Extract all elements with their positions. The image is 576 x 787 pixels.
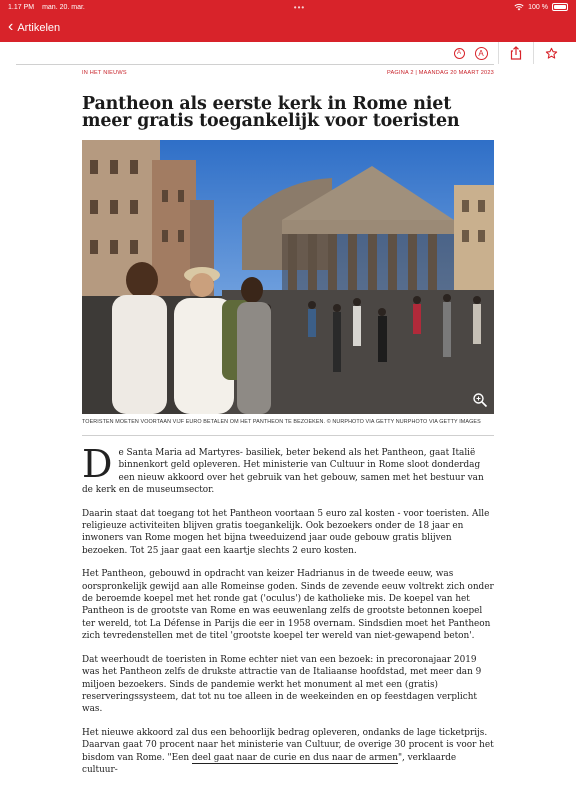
article-photo[interactable]	[82, 140, 494, 414]
top-bar	[0, 0, 576, 42]
paragraph-2: Daarin staat dat toegang tot het Pantheon voortaan 5 euro zal kosten - voor toeristen. Alle religieuze activiteiten blijven gratis toegankelijk. Ook bezoekers onder de 18 jaar en inwoners van Rome mogen het bijna tweeduizend jaar oude gebouw gratis blijven bezoeken. Tot 25 jaar gaat een kaartje slechts 2 euro kosten.	[82, 508, 490, 556]
toolbar-divider	[498, 42, 499, 64]
battery-icon	[552, 3, 568, 11]
article-page	[82, 64, 494, 787]
article-toolbar	[0, 42, 576, 64]
paragraph-4: Dat weerhoudt de toeristen in Rome echter niet van een bezoek: in precoronajaar 2019 was het Pantheon zelfs de drukste attractie van de Italiaanse hoofdstad, met meer dan 9 miljoen bezoekers. Sinds de pandemie werkt het monument al met een (gratis) reserveringssysteem, dat tot nu toe alleen in de weekeinden en op feestdagen verplicht was.	[82, 654, 482, 715]
status-bar	[0, 0, 576, 14]
status-left	[8, 4, 85, 11]
toolbar-divider-2	[533, 42, 534, 64]
font-larger-button[interactable]	[470, 42, 492, 64]
share-icon	[510, 46, 522, 60]
multitask-dots[interactable]: •••	[293, 2, 306, 12]
top-rule	[16, 64, 494, 65]
paragraph-5-a: Het nieuwe akkoord zal dus een behoorlijk bedrag opleveren, ondanks de lage ticketprijs. Daarvan gaat 70 procent naar het ministerie van Cultuur, de overige 30 procent is voor het bisdom van Rome. "Een	[82, 727, 494, 763]
status-time: 1.17 PM	[8, 3, 35, 11]
favorite-button[interactable]	[540, 42, 562, 64]
drop-cap: D	[82, 442, 113, 486]
font-size-small-icon: A	[454, 48, 465, 59]
caption-rule	[82, 435, 494, 436]
nav-bar	[0, 14, 576, 42]
share-button[interactable]	[505, 42, 527, 64]
star-icon	[545, 47, 558, 60]
paragraph-1	[82, 442, 494, 497]
back-label: Artikelen	[17, 22, 61, 34]
battery-percent: 100 %	[528, 3, 548, 11]
article-meta	[82, 70, 494, 76]
paragraph-3: Het Pantheon, gebouwd in opdracht van keizer Hadrianus in de tweede eeuw, was oorspronkelijk gewijd aan alle Romeinse goden. Sinds de zevende eeuw voltrekt zich onder de beroemde koepel met het ronde gat ('oculus') de katholieke mis. De koepel van het Pantheon is de grootste van Rome en was eeuwenlang zelfs de grootste betonnen koepel ter wereld, tot La Défense in Parijs die eer in 1958 overnam. Sindsdien moet het Pantheon zich tevredenstellen met de titel 'grootste koepel ter wereld van niet-gewapend beton'.	[82, 569, 494, 642]
page-info: PAGINA 2 | MAANDAG 20 MAART 2023	[386, 70, 494, 76]
paragraph-5	[82, 727, 494, 777]
font-smaller-button[interactable]	[448, 42, 470, 64]
paragraph-1-text: e Santa Maria ad Martyres- basiliek, beter bekend als het Pantheon, gaat Italië binnenkort geld opleveren. Het ministerie van Cultuur in Rome sloot donderdag een nieuw akkoord over het gebruik van het gebouw, samen met het bestuur van de kerk en de museumsector.	[82, 448, 484, 496]
wifi-icon	[514, 3, 524, 11]
pantheon-photo	[82, 140, 494, 414]
photo-caption: TOERISTEN MOETEN VOORTAAN VIJF EURO BETALEN OM HET PANTHEON TE BEZOEKEN. © NURPHOTO VIA GETTY NURPHOTO VIA GETTY IMAGES	[82, 419, 481, 425]
article-body	[82, 442, 494, 776]
font-size-large-icon: A	[475, 47, 488, 60]
back-chevron-icon: ‹	[8, 18, 14, 35]
paragraph-5-c: ", verklaarde cultuur-	[82, 752, 457, 775]
status-right	[514, 3, 568, 11]
back-button[interactable]	[8, 18, 61, 35]
zoom-icon[interactable]	[472, 392, 488, 408]
section-label: IN HET NIEUWS	[82, 70, 127, 76]
status-date: man. 20. mar.	[42, 3, 85, 11]
article-headline: Pantheon als eerste kerk in Rome niet meer gratis toegankelijk voor toeristen	[82, 94, 460, 131]
paragraph-5-quote: deel gaat naar de curie en dus naar de armen	[191, 752, 398, 763]
